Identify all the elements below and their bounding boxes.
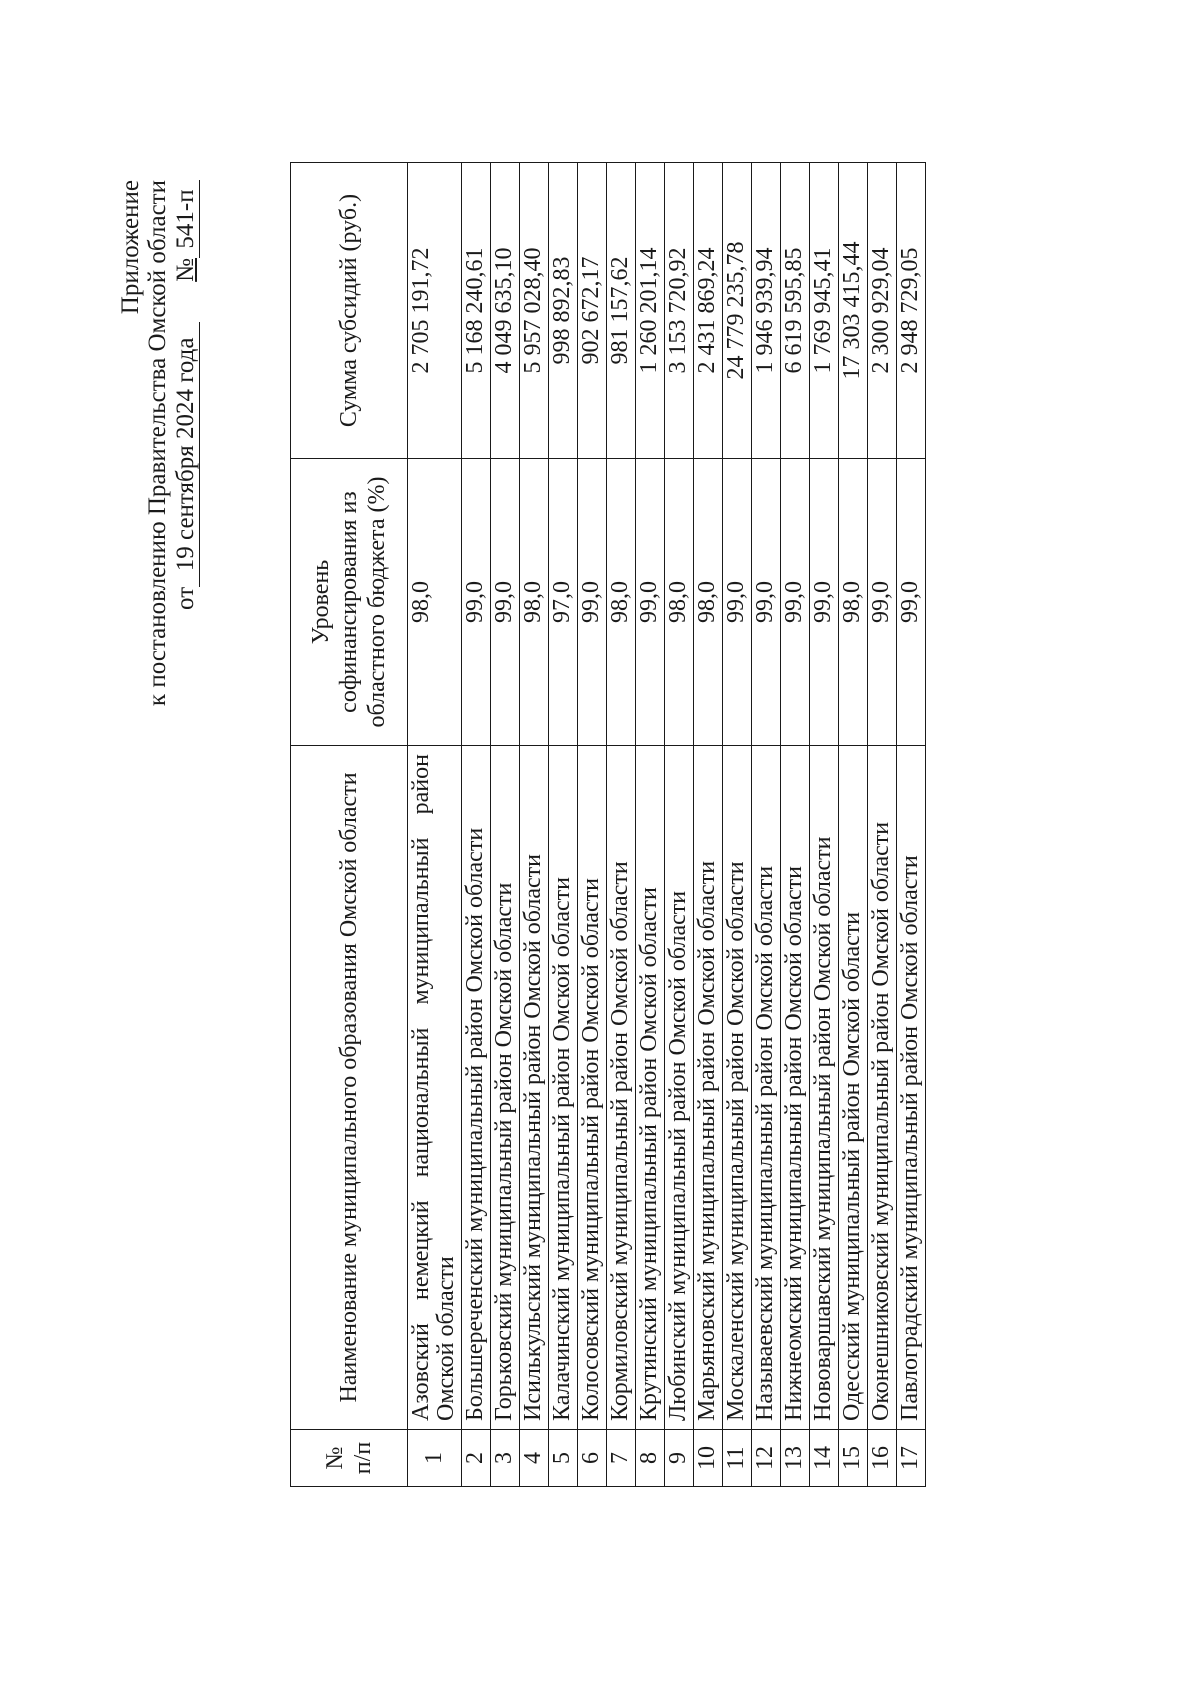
cell-level: 99,0 [491, 459, 520, 746]
cell-sum: 2 300 929,04 [868, 163, 897, 459]
cell-name: Азовский немецкий национальный муниципальный район Омской области [408, 746, 462, 1430]
cell-num: 13 [781, 1430, 810, 1487]
cell-name: Нижнеомский муниципальный район Омской области [781, 746, 810, 1430]
date-value: 19 сентября 2024 года [172, 322, 200, 587]
subsidy-table [290, 162, 926, 1487]
cell-name: Марьяновский муниципальный район Омской области [694, 746, 723, 1430]
date-prefix: от [172, 586, 199, 610]
cell-num: 2 [462, 1430, 491, 1487]
appendix-label: Приложение [117, 180, 144, 315]
cell-num: 10 [694, 1430, 723, 1487]
cell-name: Исилькульский муниципальный район Омской области [520, 746, 549, 1430]
table-row [549, 163, 578, 1487]
cell-sum: 6 619 595,85 [781, 163, 810, 459]
cell-sum: 4 049 635,10 [491, 163, 520, 459]
table-row [752, 163, 781, 1487]
cell-name: Москаленский муниципальный район Омской области [723, 746, 752, 1430]
table-row [491, 163, 520, 1487]
cell-name: Большереченский муниципальный район Омской области [462, 746, 491, 1430]
cell-level: 99,0 [752, 459, 781, 746]
cell-num: 17 [897, 1430, 926, 1487]
cell-name: Горьковский муниципальный район Омской области [491, 746, 520, 1430]
cell-sum: 2 705 191,72 [408, 163, 462, 459]
table-row [694, 163, 723, 1487]
cell-level: 99,0 [781, 459, 810, 746]
table-row [578, 163, 607, 1487]
cell-num: 7 [607, 1430, 636, 1487]
table-row [607, 163, 636, 1487]
cell-num: 12 [752, 1430, 781, 1487]
cell-name: Одесский муниципальный район Омской области [839, 746, 868, 1430]
table-row [462, 163, 491, 1487]
cell-level: 99,0 [868, 459, 897, 746]
col-header-level: Уровень софинансирования из областного бюджета (%) [291, 459, 408, 746]
appendix-header [117, 180, 200, 1080]
table-row [520, 163, 549, 1487]
cell-name: Павлоградский муниципальный район Омской области [897, 746, 926, 1430]
cell-level: 98,0 [520, 459, 549, 746]
number-prefix: № [172, 258, 199, 282]
cell-sum: 2 431 869,24 [694, 163, 723, 459]
cell-num: 16 [868, 1430, 897, 1487]
table-row [868, 163, 897, 1487]
table-row [636, 163, 665, 1487]
cell-num: 6 [578, 1430, 607, 1487]
cell-sum: 2 948 729,05 [897, 163, 926, 459]
cell-name: Калачинский муниципальный район Омской области [549, 746, 578, 1430]
cell-sum: 17 303 415,44 [839, 163, 868, 459]
cell-sum: 1 260 201,14 [636, 163, 665, 459]
cell-name: Нововаршавский муниципальный район Омской области [810, 746, 839, 1430]
table-row [665, 163, 694, 1487]
cell-level: 99,0 [462, 459, 491, 746]
cell-level: 98,0 [607, 459, 636, 746]
cell-num: 9 [665, 1430, 694, 1487]
cell-name: Любинский муниципальный район Омской области [665, 746, 694, 1430]
cell-level: 98,0 [839, 459, 868, 746]
col-header-name: Наименование муниципального образования Омской области [291, 746, 408, 1430]
cell-level: 99,0 [723, 459, 752, 746]
resolution-line: к постановлению Правительства Омской области [144, 180, 171, 707]
cell-level: 98,0 [408, 459, 462, 746]
cell-num: 5 [549, 1430, 578, 1487]
cell-level: 99,0 [810, 459, 839, 746]
cell-name: Крутинский муниципальный район Омской области [636, 746, 665, 1430]
date-number-line [172, 180, 200, 1080]
cell-num: 3 [491, 1430, 520, 1487]
cell-sum: 981 157,62 [607, 163, 636, 459]
table-row [810, 163, 839, 1487]
table-row [723, 163, 752, 1487]
cell-level: 98,0 [694, 459, 723, 746]
cell-level: 99,0 [578, 459, 607, 746]
col-header-number: № п/п [291, 1430, 408, 1487]
cell-sum: 1 769 945,41 [810, 163, 839, 459]
cell-level: 99,0 [897, 459, 926, 746]
table-row [781, 163, 810, 1487]
cell-sum: 3 153 720,92 [665, 163, 694, 459]
cell-sum: 5 957 028,40 [520, 163, 549, 459]
number-value: 541-п [172, 180, 200, 258]
cell-sum: 5 168 240,61 [462, 163, 491, 459]
col-header-sum: Сумма субсидий (руб.) [291, 163, 408, 459]
cell-name: Кормиловский муниципальный район Омской области [607, 746, 636, 1430]
cell-sum: 1 946 939,94 [752, 163, 781, 459]
cell-num: 8 [636, 1430, 665, 1487]
cell-name: Колосовский муниципальный район Омской области [578, 746, 607, 1430]
cell-num: 1 [408, 1430, 462, 1487]
table-header-row [291, 163, 408, 1487]
cell-name: Оконешниковский муниципальный район Омской области [868, 746, 897, 1430]
cell-num: 11 [723, 1430, 752, 1487]
table-row [839, 163, 868, 1487]
cell-level: 97,0 [549, 459, 578, 746]
cell-name: Называевский муниципальный район Омской области [752, 746, 781, 1430]
cell-num: 4 [520, 1430, 549, 1487]
cell-sum: 24 779 235,78 [723, 163, 752, 459]
table-row [408, 163, 462, 1487]
cell-level: 98,0 [665, 459, 694, 746]
table-row [897, 163, 926, 1487]
cell-num: 15 [839, 1430, 868, 1487]
cell-num: 14 [810, 1430, 839, 1487]
cell-level: 99,0 [636, 459, 665, 746]
cell-sum: 998 892,83 [549, 163, 578, 459]
cell-sum: 902 672,17 [578, 163, 607, 459]
